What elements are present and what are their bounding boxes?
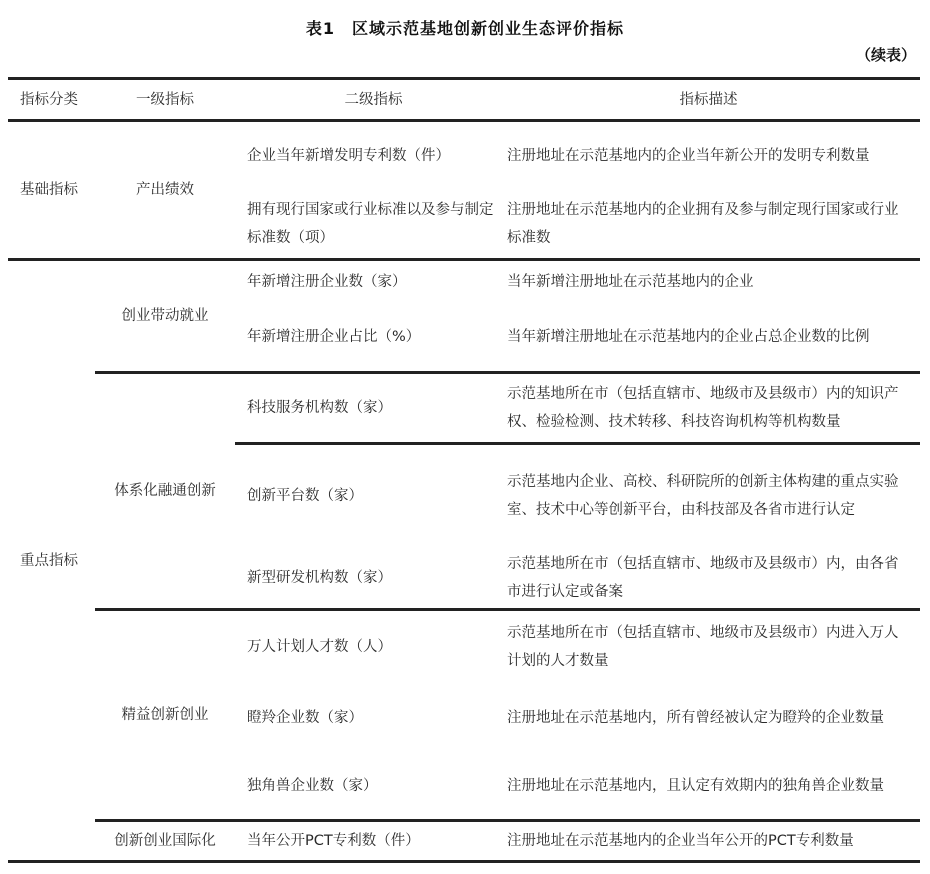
description-cell: 注册地址在示范基地内，且认定有效期内的独角兽企业数量 (507, 777, 884, 794)
header-level2: 二级指标 (235, 79, 500, 121)
indicator-table (8, 77, 920, 863)
description-cell: 当年新增注册地址在示范基地内的企业占总企业数的比例 (507, 328, 870, 345)
description-cell: 当年新增注册地址在示范基地内的企业 (500, 260, 920, 303)
description-cell: 示范基地所在市（包括直辖市、地级市及县级市）内进入万人计划的人才数量 (500, 610, 920, 683)
level1-cell: 产出绩效 (136, 182, 194, 198)
description-cell: 示范基地所在市（包括直辖市、地级市及县级市）内的知识产权、检验检测、技术转移、科技咨询机构等机构数量 (500, 373, 920, 444)
level1-cell: 体系化融通创新 (95, 373, 235, 610)
level2-cell: 新型研发机构数（家） (247, 569, 392, 586)
level1-cell: 创业带动就业 (95, 260, 235, 373)
level2-cell: 年新增注册企业占比（%） (247, 328, 421, 345)
description-cell: 注册地址在示范基地内的企业拥有及参与制定现行国家或行业标准数 (500, 191, 920, 260)
header-level1: 一级指标 (95, 79, 235, 121)
level2-cell: 独角兽企业数（家） (247, 777, 378, 794)
level2-cell: 当年公开PCT专利数（件） (235, 821, 500, 862)
continued-label: （续表） (855, 46, 916, 64)
header-category: 指标分类 (8, 79, 95, 121)
description-cell: 示范基地内企业、高校、科研院所的创新主体构建的重点实验室、技术中心等创新平台，由科技部及各省市进行认定 (500, 444, 920, 548)
level1-cell: 精益创新创业 (95, 610, 235, 821)
description-cell: 注册地址在示范基地内的企业当年新公开的发明专利数量 (507, 148, 870, 165)
table-title: 表1 区域示范基地创新创业生态评价指标 (305, 19, 625, 38)
table-row (8, 373, 920, 444)
level1-cell: 创新创业国际化 (95, 821, 235, 862)
table-row (8, 121, 920, 191)
category-cell: 重点指标 (8, 260, 95, 862)
level2-cell: 创新平台数（家） (235, 444, 500, 548)
level2-cell: 拥有现行国家或行业标准以及参与制定标准数（项） (235, 191, 500, 260)
header-description: 指标描述 (500, 79, 920, 121)
table-row (8, 610, 920, 683)
description-cell: 注册地址在示范基地内，所有曾经被认定为瞪羚的企业数量 (507, 709, 884, 726)
level2-cell: 瞪羚企业数（家） (247, 709, 363, 726)
level2-cell: 年新增注册企业数（家） (235, 260, 500, 303)
description-cell: 注册地址在示范基地内的企业当年公开的PCT专利数量 (500, 821, 920, 862)
description-cell: 示范基地所在市（包括直辖市、地级市及县级市）内，由各省市进行认定或备案 (507, 555, 899, 600)
level2-cell: 万人计划人才数（人） (235, 610, 500, 683)
category-cell: 基础指标 (20, 182, 78, 198)
level2-cell: 科技服务机构数（家） (235, 373, 500, 444)
table-row (8, 821, 920, 862)
level2-cell: 企业当年新增发明专利数（件） (247, 148, 450, 165)
table-row (8, 260, 920, 303)
table-header-row (8, 79, 920, 121)
